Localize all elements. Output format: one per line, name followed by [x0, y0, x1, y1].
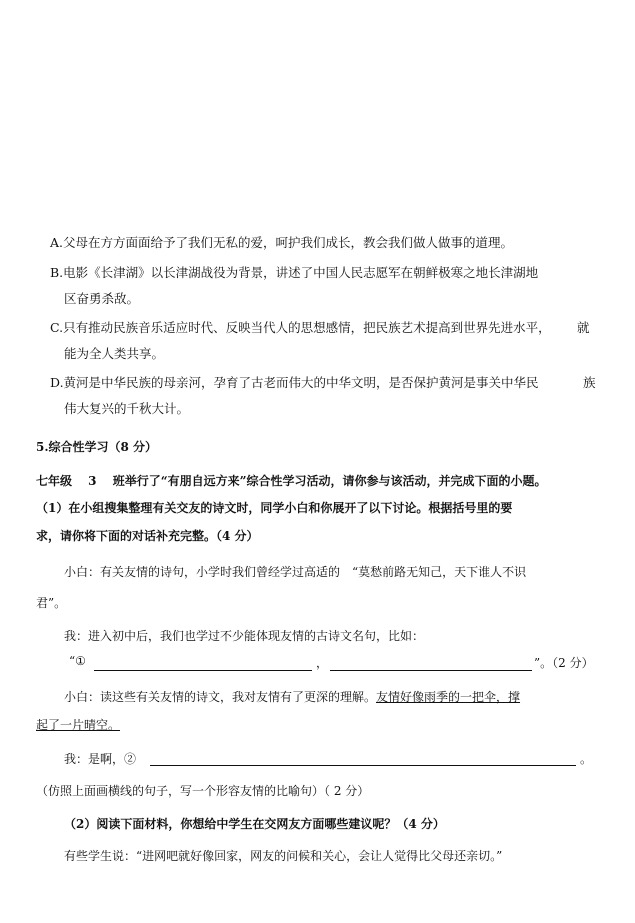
- section-heading: 5.综合性学习（8 分）: [36, 440, 158, 454]
- dialog-me-2-end: 。: [580, 752, 593, 766]
- answer-blank-2[interactable]: [150, 765, 576, 766]
- blank-1-comma: ，: [316, 656, 329, 670]
- option-d-line1-end: 族: [583, 375, 596, 390]
- dialog-xiaobai-2-line1: [64, 688, 520, 705]
- option-b-line1: B.电影《长津湖》以长津湖战役为背景，讲述了中国人民志愿军在朝鲜极寒之地长津湖地: [50, 265, 539, 280]
- dialog-me-1: 我：进入初中后，我们也学过不少能体现友情的古诗文名句，比如：: [64, 629, 425, 643]
- question-1-line2: 求，请你将下面的对话补充完整。（4 分）: [36, 529, 259, 543]
- material-text: 有些学生说：“进网吧就好像回家，网友的问候和关心，会让人觉得比父母还亲切。”: [64, 849, 503, 863]
- question-1-line1: （1）在小组搜集整理有关交友的诗文时，同学小白和你展开了以下讨论。根据括号里的要: [36, 501, 513, 515]
- underlined-sentence-part2: 起了一片晴空。: [36, 718, 121, 732]
- dialog-xiaobai-1-line2: 君”。: [36, 596, 67, 610]
- dialog-me-2-prefix: 我：是啊，②: [64, 752, 137, 766]
- option-c-line1: C.只有推动民族音乐适应时代、反映当代人的思想感情，把民族艺术提高到世界先进水平，: [50, 320, 551, 335]
- option-a: A.父母在方方面面给予了我们无私的爱，呵护我们成长，教会我们做人做事的道理。: [50, 235, 514, 250]
- answer-blank-1b[interactable]: [330, 670, 532, 671]
- option-b-line2: 区奋勇杀敌。: [64, 291, 140, 306]
- instruction-note: （仿照上面画横线的句子，写一个形容友情的比喻句）（ 2 分）: [36, 784, 370, 798]
- blank-1-open: “①: [69, 654, 86, 668]
- blank-1-close: ”。（2 分）: [534, 656, 594, 670]
- question-2: （2）阅读下面材料，你想给中学生在交网友方面哪些建议呢？（4 分）: [64, 817, 445, 831]
- underlined-sentence-part1: 友情好像雨季的一把伞，撑: [376, 690, 521, 704]
- dialog-xiaobai-1-line1: 小白：有关友情的诗句，小学时我们曾经学过高适的 “莫愁前路无知己，天下谁人不识: [64, 565, 527, 579]
- activity-intro: 七年级 3 班举行了“有朋自远方来”综合性学习活动，请你参与该活动，并完成下面的小题。: [36, 474, 547, 488]
- option-c-line2: 能为全人类共享。: [64, 346, 165, 361]
- option-c-line1-end: 就: [577, 320, 590, 335]
- option-d-line2: 伟大复兴的千秋大计。: [64, 401, 190, 416]
- dialog-xiaobai-2-prefix: 小白：读这些有关友情的诗文，我对友情有了更深的理解。: [64, 690, 377, 704]
- option-d-line1: D.黄河是中华民族的母亲河，孕育了古老而伟大的中华文明，是否保护黄河是事关中华民: [50, 375, 539, 390]
- answer-blank-1a[interactable]: [94, 670, 312, 671]
